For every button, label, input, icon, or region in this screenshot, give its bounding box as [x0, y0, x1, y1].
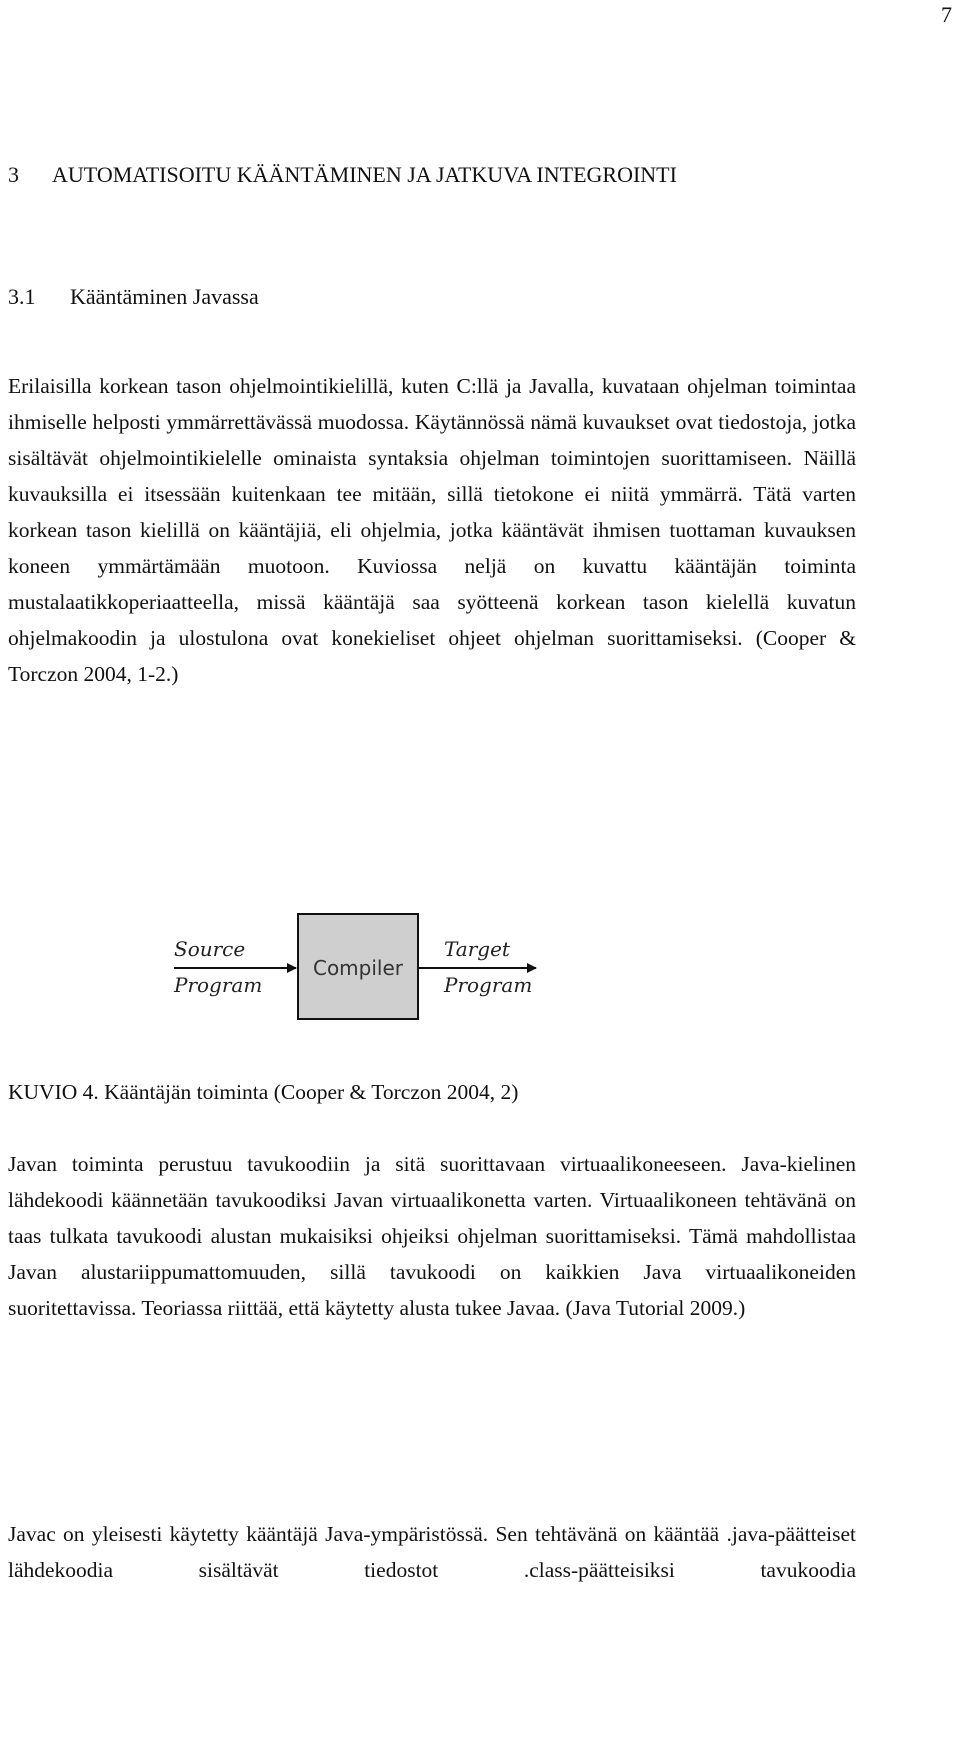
source-label-line1: Source — [174, 937, 246, 961]
page-number: 7 — [941, 2, 952, 27]
chapter-heading — [8, 162, 677, 188]
target-label-line1: Target — [444, 937, 510, 961]
compiler-diagram — [172, 912, 542, 1022]
chapter-number: 3 — [8, 162, 19, 187]
section-heading — [8, 284, 259, 310]
paragraph-javac: Javac on yleisesti käytetty kääntäjä Java-ympäristössä. Sen tehtävänä on kääntää .java-päätteiset lähdekoodia sisältävät tiedostot .class-päätteisiksi tavukoodia — [8, 1522, 856, 1582]
figure-caption: KUVIO 4. Kääntäjän toiminta (Cooper & Torczon 2004, 2) — [8, 1080, 519, 1104]
target-label-line2: Program — [444, 973, 533, 997]
chapter-title: AUTOMATISOITU KÄÄNTÄMINEN JA JATKUVA INTEGROINTI — [52, 162, 677, 187]
section-number: 3.1 — [8, 284, 36, 309]
section-title: Kääntäminen Javassa — [70, 284, 259, 309]
compiler-label: Compiler — [312, 956, 404, 980]
source-label-line2: Program — [174, 973, 263, 997]
paragraph-compilation-intro: Erilaisilla korkean tason ohjelmointikielillä, kuten C:llä ja Javalla, kuvataan ohjelman toimintaa ihmiselle helposti ymmärrettävässä muodossa. Käytännössä nämä kuvaukset ovat tiedostoja, jotka sisältävät ohjelmointikielelle ominaista syntaksia ohjelman toimintojen suorittamiseen. Näillä kuvauksilla ei itsessään kuitenkaan tee mitään, sillä tietokone ei niitä ymmärrä. Tätä varten korkean tason kielillä on kääntäjiä, eli ohjelmia, jotka kääntävät ihmisen tuottaman kuvauksen koneen ymmärtämään muotoon. Kuviossa neljä on kuvattu kääntäjän toiminta mustalaatikkoperiaatteella, missä kääntäjä saa syötteenä korkean tason kielellä kuvatun ohjelmakoodin ja ulostulona ovat konekieliset ohjeet ohjelman suorittamiseksi. (Cooper & Torczon 2004, 1-2.) — [8, 374, 856, 686]
paragraph-java-bytecode: Javan toiminta perustuu tavukoodiin ja sitä suorittavaan virtuaalikoneeseen. Java-kielinen lähdekoodi käännetään tavukoodiksi Javan virtuaalikonetta varten. Virtuaalikoneen tehtävänä on taas tulkata tavukoodi alustan mukaisiksi ohjeiksi ohjelman suorittamiseksi. Tämä mahdollistaa Javan alustariippumattomuuden, sillä tavukoodi on kaikkien Java virtuaalikoneiden suoritettavissa. Teoriassa riittää, että käytetty alusta tukee Javaa. (Java Tutorial 2009.) — [8, 1152, 856, 1320]
